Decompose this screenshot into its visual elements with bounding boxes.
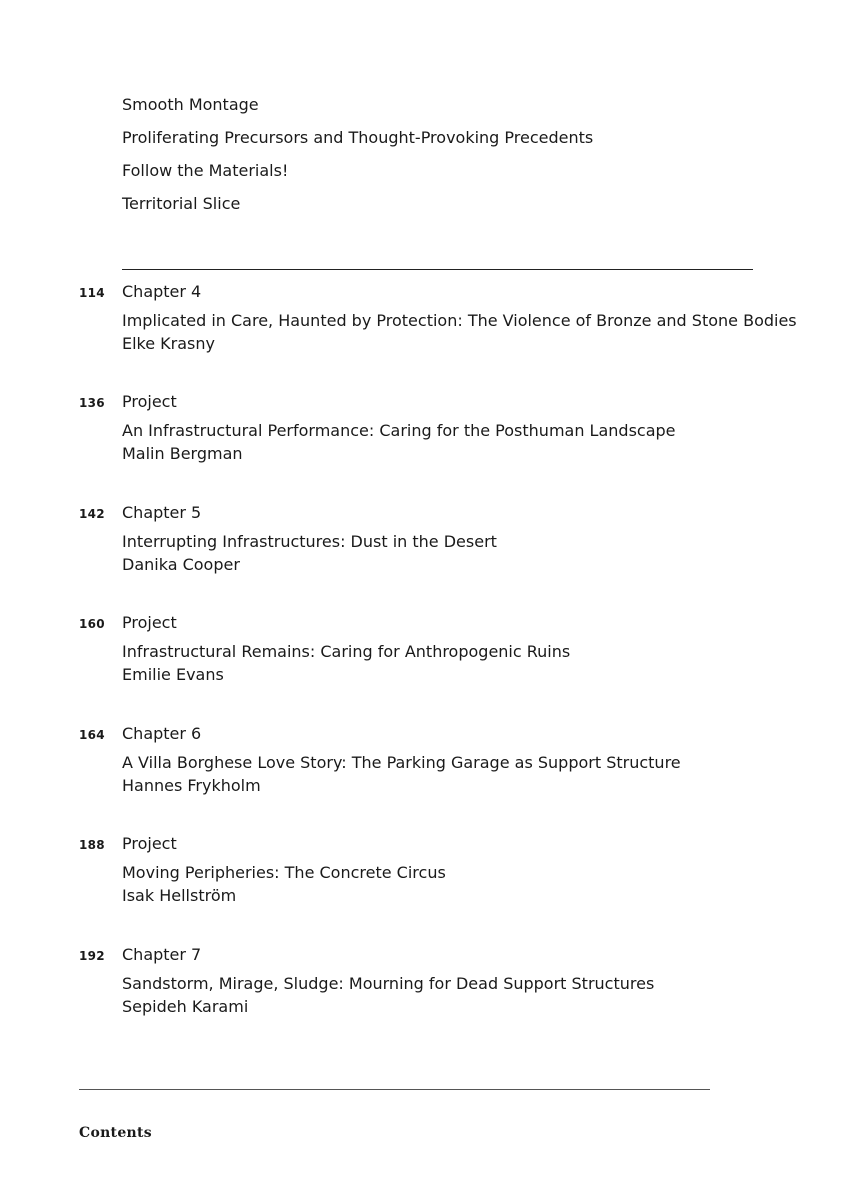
entry-label: Project (122, 392, 177, 411)
subsection-item: Smooth Montage (122, 95, 259, 114)
entry-author: Hannes Frykholm (122, 776, 261, 795)
footer-divider (79, 1089, 710, 1090)
running-footer: Contents (79, 1125, 152, 1141)
page-number: 114 (79, 286, 105, 300)
entry-title: Infrastructural Remains: Caring for Anthropogenic Ruins (122, 642, 571, 661)
entry-author: Danika Cooper (122, 555, 240, 574)
entry-label: Chapter 7 (122, 945, 202, 964)
subsection-item: Follow the Materials! (122, 161, 289, 180)
page-number: 160 (79, 617, 105, 631)
entry-author: Malin Bergman (122, 444, 243, 463)
entry-title: Interrupting Infrastructures: Dust in the Desert (122, 532, 497, 551)
subsection-item: Territorial Slice (122, 194, 241, 213)
entry-label: Project (122, 834, 177, 853)
page-number: 192 (79, 949, 105, 963)
entry-label: Chapter 4 (122, 282, 202, 301)
entry-author: Sepideh Karami (122, 997, 249, 1016)
page-number: 136 (79, 396, 105, 410)
entry-label: Chapter 5 (122, 503, 202, 522)
entry-title: A Villa Borghese Love Story: The Parking Garage as Support Structure (122, 753, 681, 772)
entry-label: Project (122, 613, 177, 632)
entry-author: Emilie Evans (122, 665, 224, 684)
entry-title: Sandstorm, Mirage, Sludge: Mourning for Dead Support Structures (122, 974, 655, 993)
entry-title: An Infrastructural Performance: Caring for the Posthuman Landscape (122, 421, 676, 440)
page-number: 142 (79, 507, 105, 521)
page-number: 188 (79, 838, 105, 852)
page-number: 164 (79, 728, 105, 742)
entry-title: Implicated in Care, Haunted by Protection: The Violence of Bronze and Stone Bodies (122, 311, 797, 330)
subsection-item: Proliferating Precursors and Thought-Provoking Precedents (122, 128, 594, 147)
section-divider (122, 269, 753, 270)
entry-author: Elke Krasny (122, 334, 215, 353)
entry-author: Isak Hellström (122, 886, 237, 905)
entry-label: Chapter 6 (122, 724, 202, 743)
entry-title: Moving Peripheries: The Concrete Circus (122, 863, 446, 882)
